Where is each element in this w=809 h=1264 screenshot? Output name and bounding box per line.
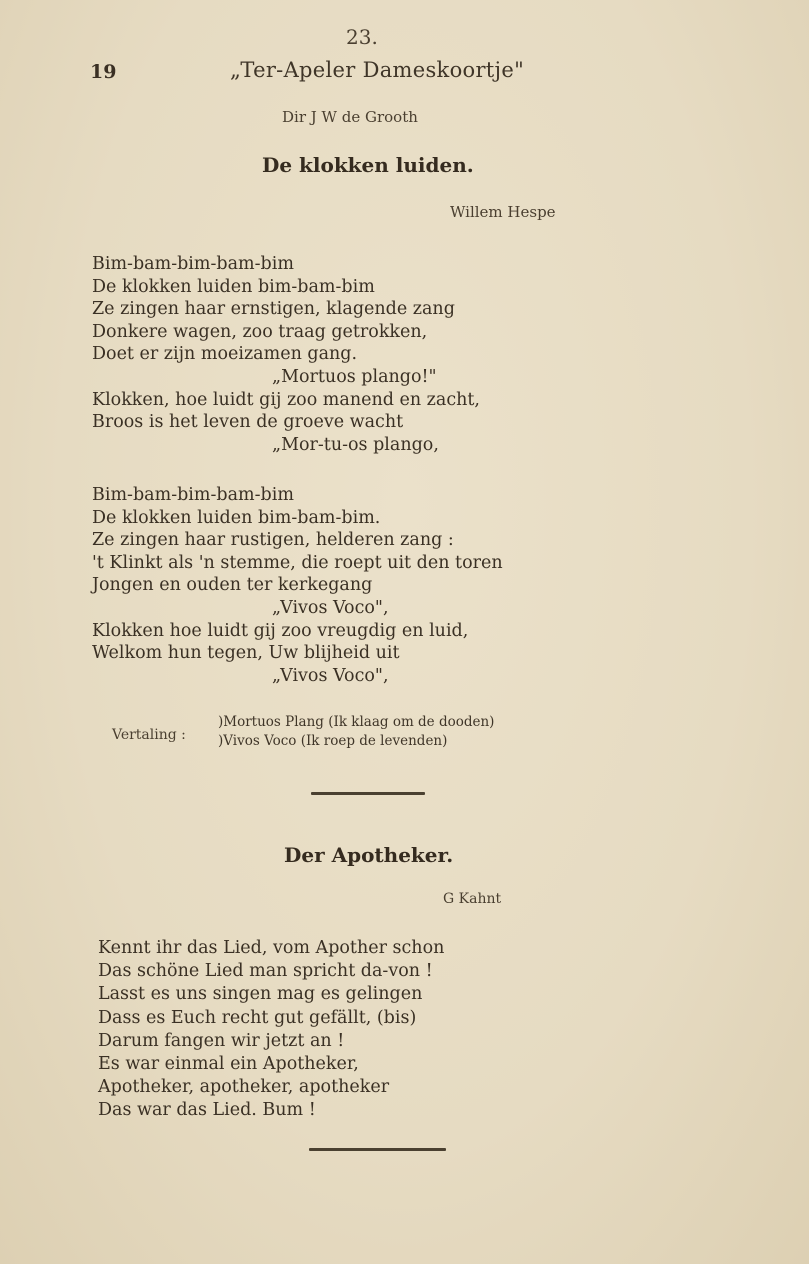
lyric-line: Bim-bam-bim-bam-bim: [92, 485, 294, 505]
lyric-line: „Mor-tu-os plango,: [272, 434, 439, 455]
lyric-line: 't Klinkt als 'n stemme, die roept uit den toren: [92, 552, 503, 573]
lyric-line: Lasst es uns singen mag es gelingen: [98, 984, 423, 1005]
song-author-kahnt: G Kahnt: [443, 891, 502, 907]
lyric-line: Ze zingen haar rustigen, helderen zang :: [92, 530, 454, 551]
choir-title: „Ter-Apeler Dameskoortje": [230, 58, 525, 82]
stanza-1: [92, 253, 480, 456]
lyric-line: „Vivos Voco",: [272, 597, 389, 618]
end-divider: [309, 1148, 446, 1151]
lyric-line: „Mortuos plango!": [272, 366, 437, 387]
lyric-line: Klokken, hoe luidt gij zoo manend en zacht,: [92, 389, 480, 410]
translation-line: )Vivos Voco (Ik roep de levenden): [218, 733, 448, 749]
song-author-hespe: Willem Hespe: [450, 203, 556, 221]
stanza-2: [92, 484, 503, 687]
translation-line: )Mortuos Plang (Ik klaag om de dooden): [218, 714, 495, 730]
lyric-line: De klokken luiden bim-bam-bim.: [92, 507, 381, 528]
lyric-line: Bim-bam-bim-bam-bim: [92, 254, 294, 274]
item-number: 19: [90, 61, 117, 83]
lyric-line: Jongen en ouden ter kerkegang: [92, 575, 373, 596]
lyric-line: Doet er zijn moeizamen gang.: [92, 344, 358, 365]
stanza-apotheker: [98, 937, 444, 1123]
lyric-line: Kennt ihr das Lied, vom Apother schon: [98, 938, 445, 958]
lyric-line: „Vivos Voco",: [272, 665, 389, 686]
lyric-line: Welkom hun tegen, Uw blijheid uit: [92, 643, 400, 664]
lyric-line: Donkere wagen, zoo traag getrokken,: [92, 321, 428, 342]
lyric-line: Ze zingen haar ernstigen, klagende zang: [92, 299, 455, 320]
lyric-line: Apotheker, apotheker, apotheker: [98, 1077, 390, 1098]
lyric-line: Das schöne Lied man spricht da-von !: [98, 961, 433, 982]
song-title-apotheker: Der Apotheker.: [284, 843, 454, 867]
lyric-line: Klokken hoe luidt gij zoo vreugdig en luid,: [92, 620, 469, 641]
song-title-klokken: De klokken luiden.: [262, 153, 474, 177]
lyric-line: Das war das Lied. Bum !: [98, 1100, 316, 1121]
translation-label: Vertaling :: [112, 727, 186, 743]
section-divider: [311, 792, 425, 795]
director-line: Dir J W de Grooth: [282, 108, 418, 126]
lyric-line: De klokken luiden bim-bam-bim: [92, 276, 375, 297]
lyric-line: Broos is het leven de groeve wacht: [92, 412, 404, 433]
translation-block: [218, 713, 494, 751]
lyric-line: Dass es Euch recht gut gefällt, (bis): [98, 1007, 417, 1028]
lyric-line: Darum fangen wir jetzt an !: [98, 1030, 345, 1051]
lyric-line: Es war einmal ein Apotheker,: [98, 1054, 359, 1075]
page-number: 23.: [346, 25, 378, 49]
